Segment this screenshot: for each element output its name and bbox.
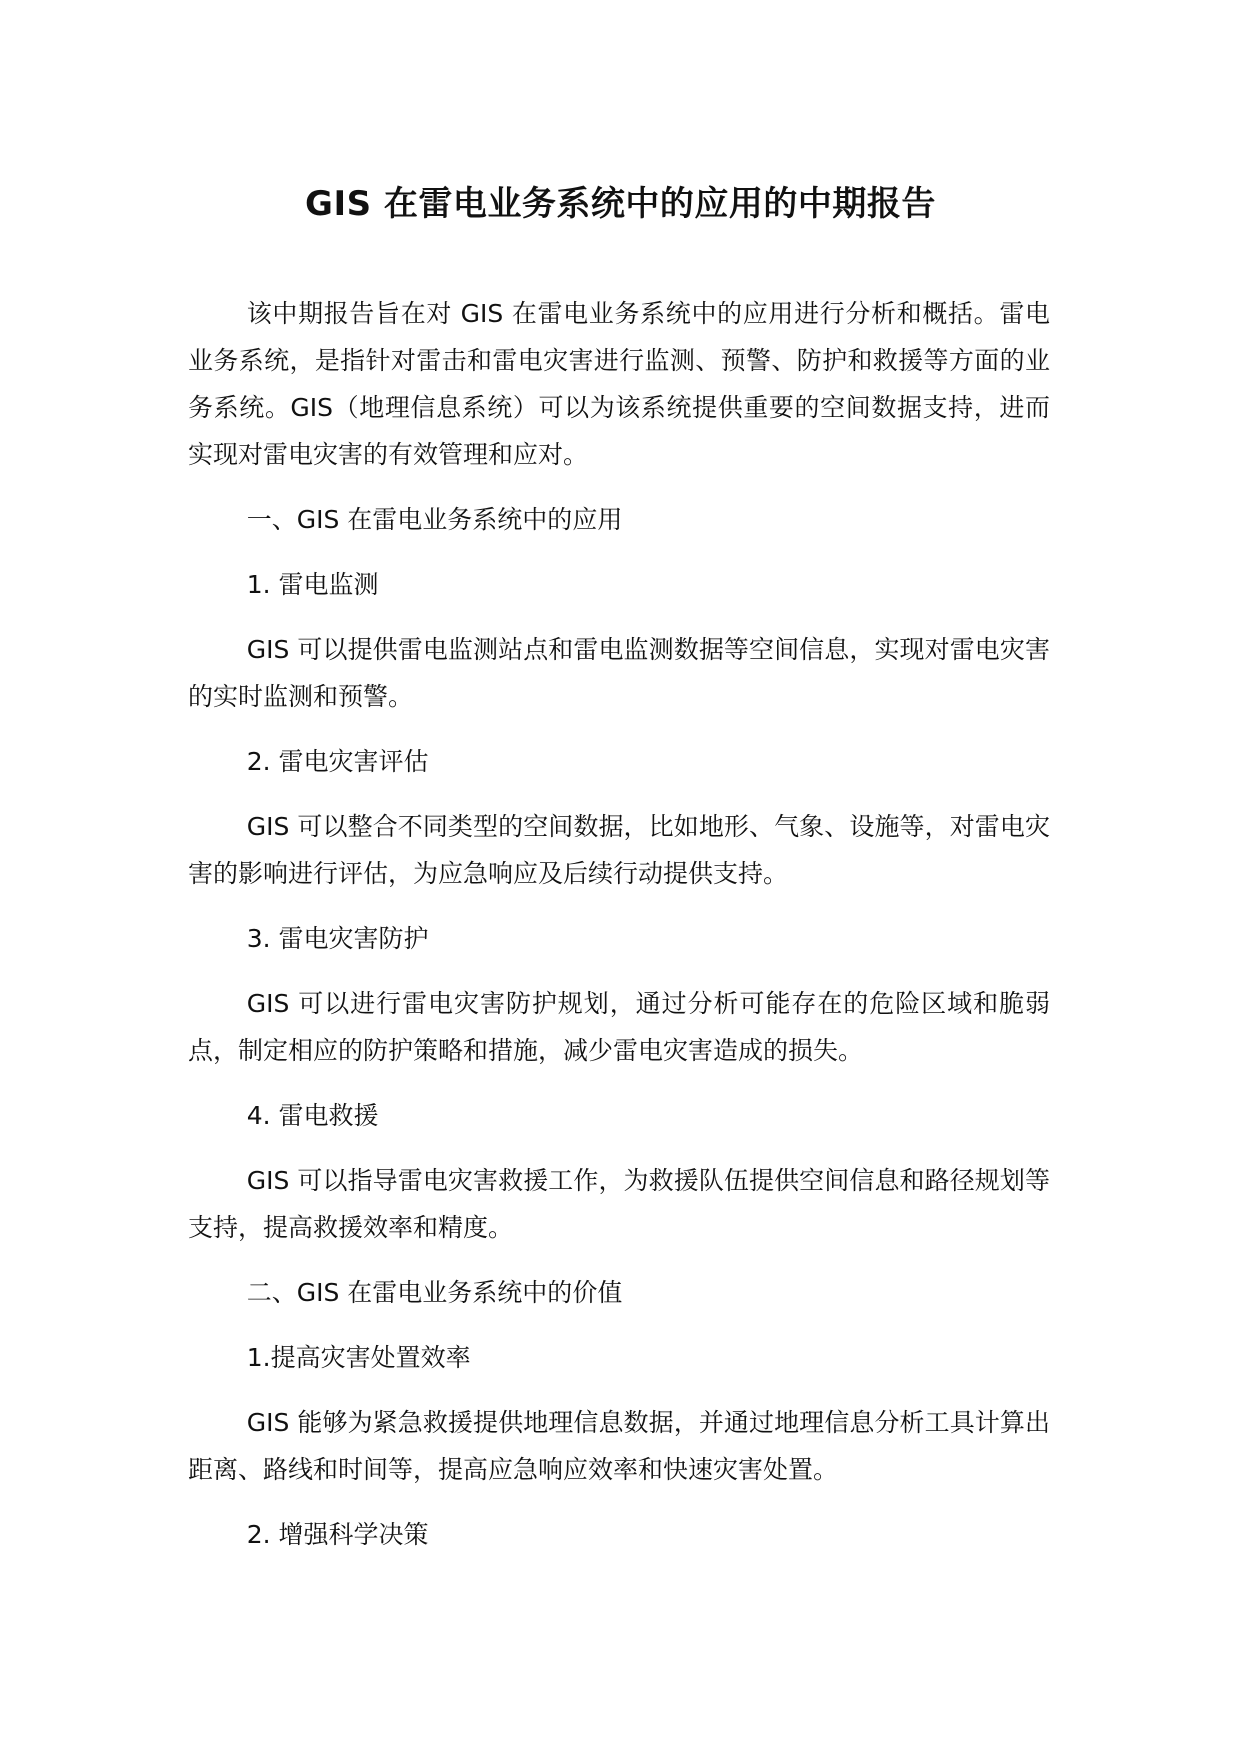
paragraph-protection: GIS 可以进行雷电灾害防护规划，通过分析可能存在的危险区域和脆弱点，制定相应的防护策略和措施，减少雷电灾害造成的损失。	[188, 989, 1050, 1065]
subheading-efficiency: 1.提高灾害处置效率	[246, 1343, 471, 1372]
section-heading-applications: 一、GIS 在雷电业务系统中的应用	[246, 505, 623, 534]
paragraph-rescue: GIS 可以指导雷电灾害救援工作，为救援队伍提供空间信息和路径规划等支持，提高救援效率和精度。	[188, 1166, 1050, 1242]
section-heading-value: 二、GIS 在雷电业务系统中的价值	[246, 1278, 623, 1307]
intro-paragraph: 该中期报告旨在对 GIS 在雷电业务系统中的应用进行分析和概括。雷电业务系统，是指针对雷击和雷电灾害进行监测、预警、防护和救援等方面的业务系统。GIS（地理信息系统）可以为该系统提供重要的空间数据支持，进而实现对雷电灾害的有效管理和应对。	[188, 299, 1050, 469]
paragraph-assessment: GIS 可以整合不同类型的空间数据，比如地形、气象、设施等，对雷电灾害的影响进行评估，为应急响应及后续行动提供支持。	[188, 812, 1050, 888]
paragraph-monitoring: GIS 可以提供雷电监测站点和雷电监测数据等空间信息，实现对雷电灾害的实时监测和预警。	[188, 635, 1050, 711]
subheading-lightning-monitoring: 1. 雷电监测	[246, 570, 379, 599]
subheading-lightning-rescue: 4. 雷电救援	[246, 1101, 379, 1130]
paragraph-efficiency: GIS 能够为紧急救援提供地理信息数据，并通过地理信息分析工具计算出距离、路线和时间等，提高应急响应效率和快速灾害处置。	[188, 1408, 1050, 1484]
document-body	[188, 290, 1050, 1576]
subheading-decision-making: 2. 增强科学决策	[246, 1520, 429, 1549]
document-title: GIS 在雷电业务系统中的应用的中期报告	[305, 184, 936, 224]
subheading-disaster-assessment: 2. 雷电灾害评估	[246, 747, 429, 776]
subheading-disaster-protection: 3. 雷电灾害防护	[246, 924, 429, 953]
